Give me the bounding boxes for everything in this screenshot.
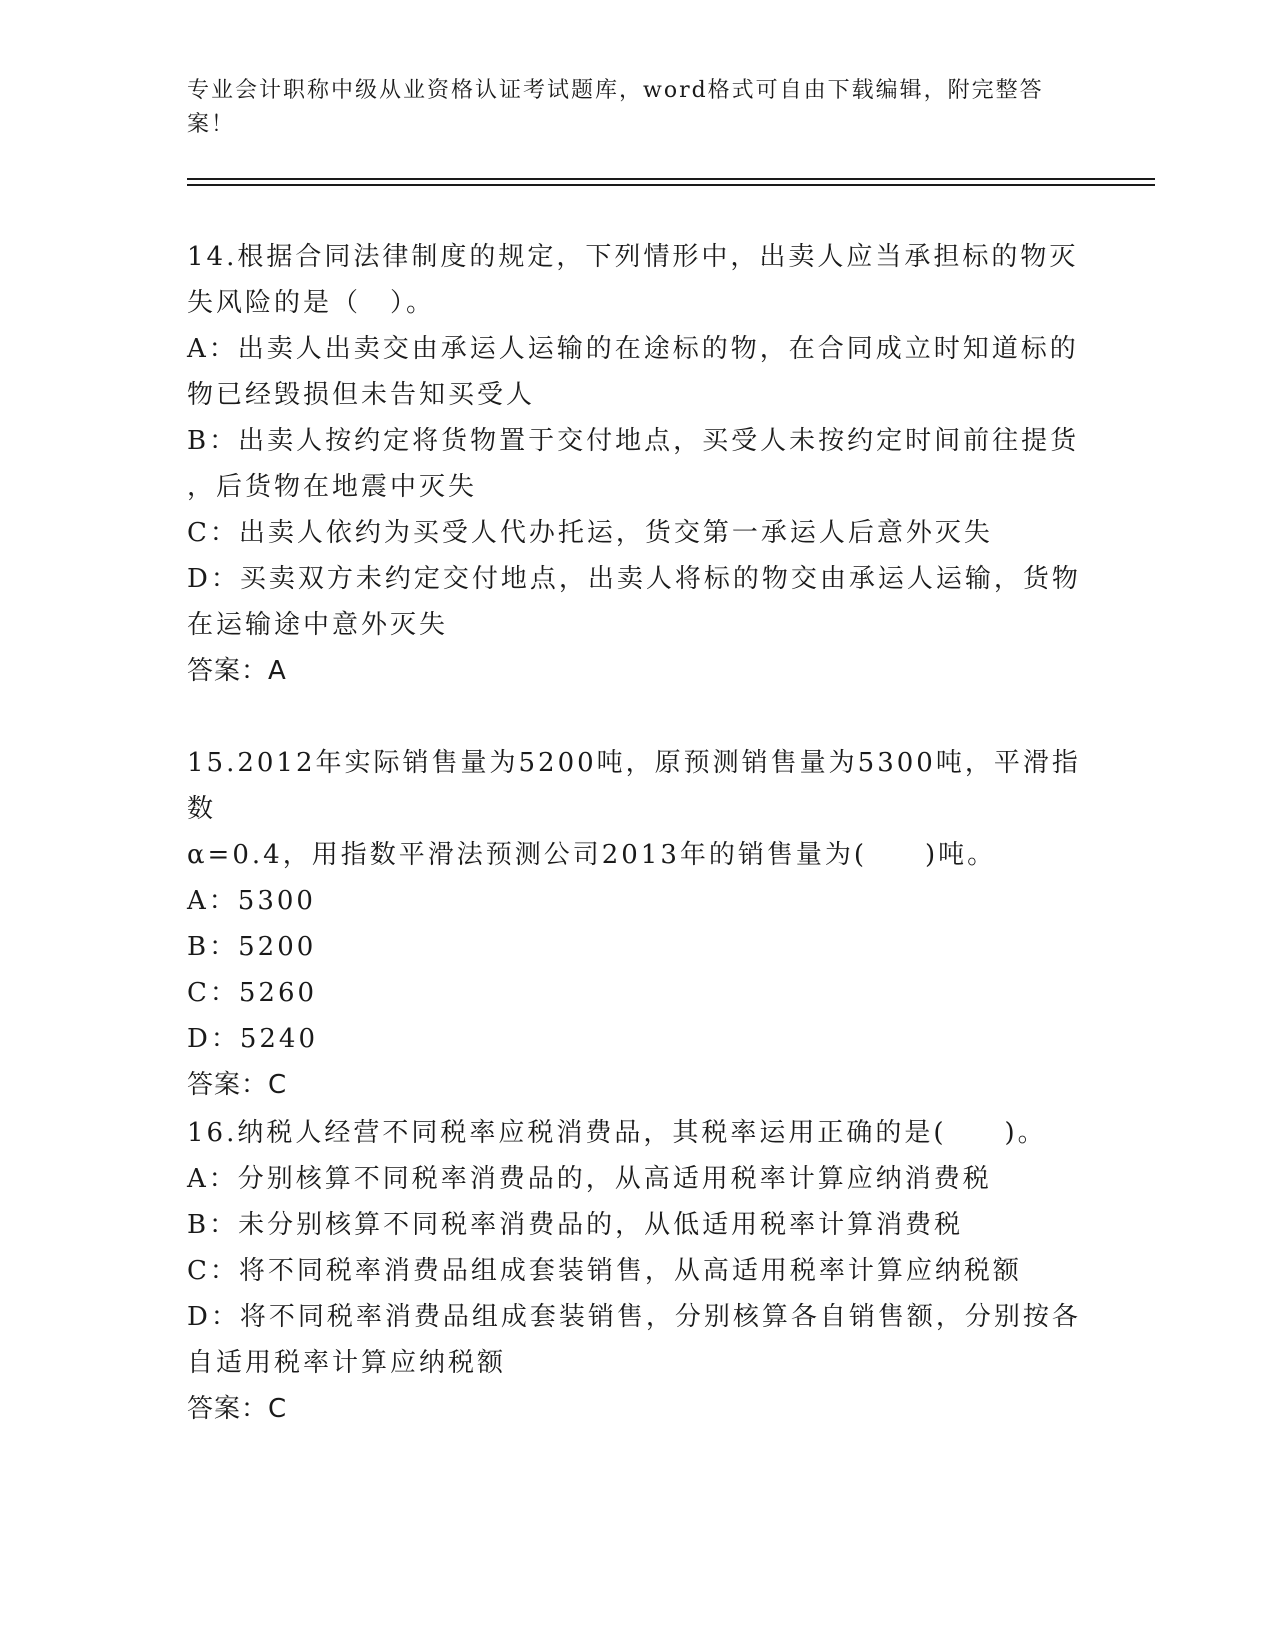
answer: 答案：C: [187, 1394, 288, 1424]
question-stem: 失风险的是（ ）。: [187, 288, 436, 318]
option-a: A：分别核算不同税率消费品的，从高适用税率计算应纳消费税: [187, 1164, 992, 1194]
question-14: [187, 234, 1087, 694]
option-b: B：未分别核算不同税率消费品的，从低适用税率计算消费税: [187, 1210, 964, 1240]
option-b: ，后货物在地震中灭失: [187, 472, 478, 502]
question-stem: 15.2012年实际销售量为5200吨，原预测销售量为5300吨，平滑指数: [187, 748, 1081, 824]
header-divider: [187, 178, 1155, 180]
question-15: [187, 740, 1087, 1108]
option-d: D：买卖双方未约定交付地点，出卖人将标的物交由承运人运输，货物: [187, 564, 1081, 594]
header-line: 案！: [187, 112, 236, 137]
header-line: 专业会计职称中级从业资格认证考试题库，word格式可自由下载编辑，附完整答: [187, 78, 1044, 103]
page-header: [187, 74, 1067, 142]
option-a: 物已经毁损但未告知买受人: [187, 380, 536, 410]
header-divider: [187, 184, 1155, 186]
question-stem: α=0.4，用指数平滑法预测公司2013年的销售量为( )吨。: [187, 840, 997, 870]
option-d: D：将不同税率消费品组成套装销售，分别核算各自销售额，分别按各: [187, 1302, 1081, 1332]
answer: 答案：C: [187, 1070, 288, 1100]
option-d: 在运输途中意外灭失: [187, 610, 449, 640]
question-stem: 16.纳税人经营不同税率应税消费品，其税率运用正确的是( )。: [187, 1118, 1047, 1148]
option-c: C：将不同税率消费品组成套装销售，从高适用税率计算应纳税额: [187, 1256, 1022, 1286]
option-b: B：5200: [187, 932, 317, 962]
option-c: C：出卖人依约为买受人代办托运，货交第一承运人后意外灭失: [187, 518, 993, 548]
option-a: A：5300: [187, 886, 316, 916]
option-a: A：出卖人出卖交由承运人运输的在途标的物，在合同成立时知道标的: [187, 334, 1079, 364]
option-d: D：5240: [187, 1024, 319, 1054]
question-16: [187, 1110, 1087, 1432]
option-d: 自适用税率计算应纳税额: [187, 1348, 507, 1378]
question-stem: 14.根据合同法律制度的规定，下列情形中，出卖人应当承担标的物灭: [187, 242, 1079, 272]
option-c: C：5260: [187, 978, 318, 1008]
option-b: B：出卖人按约定将货物置于交付地点，买受人未按约定时间前往提货: [187, 426, 1080, 456]
answer: 答案：A: [187, 656, 287, 686]
